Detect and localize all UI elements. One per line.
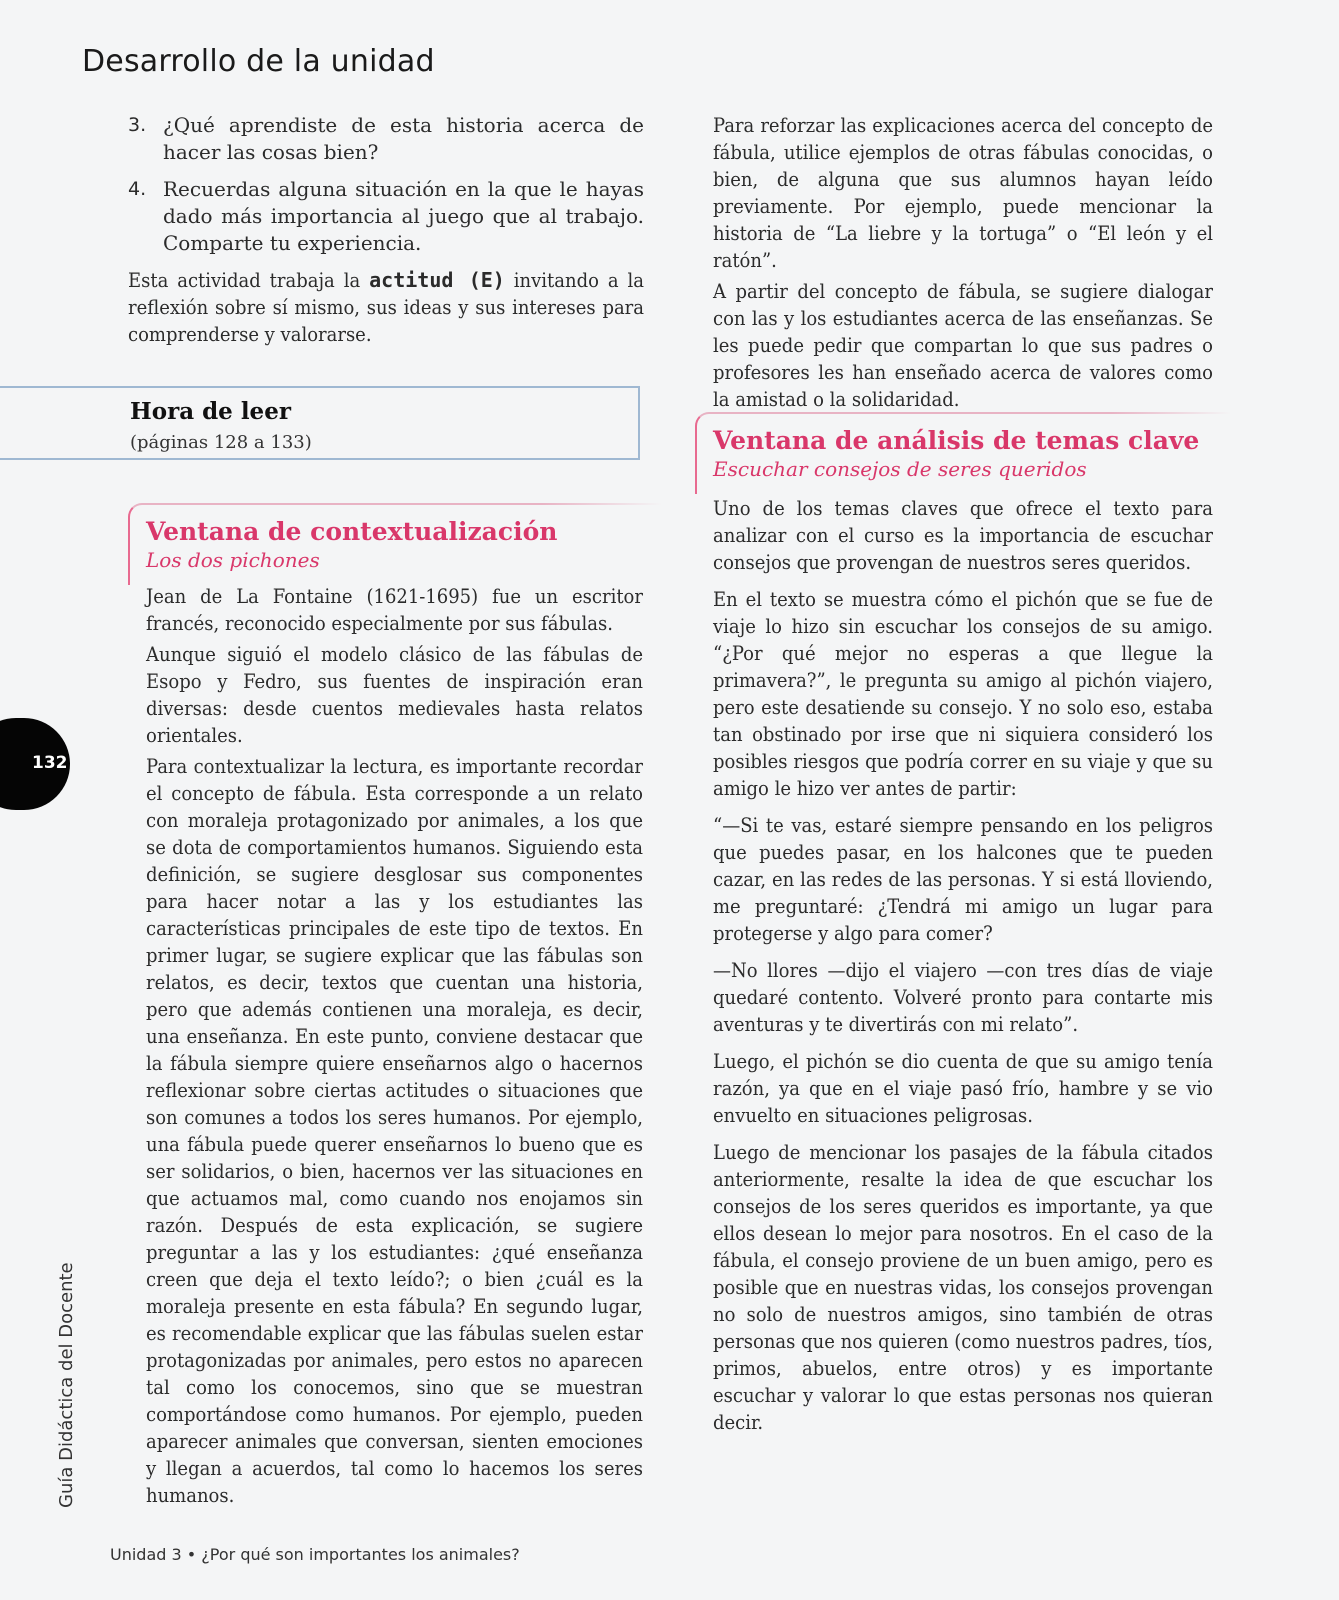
heading-border-fade — [1111, 412, 1231, 416]
side-label: Guía Didáctica del Docente — [56, 1262, 77, 1508]
contextualizacion-title: Ventana de contextualización — [146, 517, 558, 546]
analisis-quote: “—Si te vas, estaré siempre pensando en los peligros que puedes pasar, en los halcones que te pueden cazar, en las redes de las personas. Y si está lloviendo, me preguntaré: ¿Tendrá mi amigo un lugar para protegerse y algo para comer? — [713, 813, 1213, 945]
question-item — [128, 176, 644, 257]
question-text: Recuerdas alguna situación en la que le hayas dado más importancia al juego que al trabajo. Comparte tu experiencia. — [163, 177, 644, 255]
question-list — [128, 112, 644, 257]
hora-de-leer-title: Hora de leer — [130, 398, 291, 425]
contextualizacion-paragraph: Jean de La Fontaine (1621-1695) fue un escritor francés, reconocido especialmente por sus fábulas. — [146, 584, 643, 635]
contextualizacion-subtitle: Los dos pichones — [146, 548, 320, 572]
analisis-paragraph: En el texto se muestra cómo el pichón que se fue de viaje lo hizo sin escuchar los consejos de su amigo. “¿Por qué mejor no esperas a que llegue la primavera?”, le pregunta su amigo al pichón viajero, pero este desatiende su consejo. Y no solo eso, estaba tan obstinado por irse que ni siquiera consideró los posibles riesgos que podría correr en su viaje y que su amigo le hizo ver antes de partir: — [713, 587, 1213, 800]
contextualizacion-paragraph: Para contextualizar la lectura, es importante recordar el concepto de fábula. Esta corresponde a un relato con moraleja protagonizado por animales, a los que se dota de comportamientos humanos. Siguiendo esta definición, se sugiere desglosar sus componentes para hacer notar a las y los estudiantes las características principales de este tipo de textos. En primer lugar, se sugiere explicar que las fábulas son relatos, es decir, textos que cuentan una historia, pero que además contienen una moraleja, es decir, una enseñanza. En este punto, conviene destacar que la fábula siempre quiere enseñarnos algo o hacernos reflexionar sobre ciertas actitudes o situaciones que son comunes a todos los seres humanos. Por ejemplo, una fábula puede querer enseñarnos lo bueno que es ser solidarios, o bien, hacernos ver las situaciones en que actuamos mal, como cuando nos enojamos sin razón. Después de esta explicación, se sugiere preguntar a las y los estudiantes: ¿qué enseñanza creen que deja el texto leído?; o bien ¿cuál es la moraleja presente en esta fábula? En segundo lugar, es recomendable explicar que las fábulas suelen estar protagonizadas por animales, pero estos no aparecen tal como los conocemos, sino que se muestran comportándose como humanos. Por ejemplo, pueden aparecer animales que conversan, sienten emociones y llegan a acuerdos, tal como lo hacemos los seres humanos. — [146, 754, 643, 1507]
right-intro-paragraph: Para reforzar las explicaciones acerca del concepto de fábula, utilice ejemplos de otras fábulas conocidas, o bien, de alguna que sus alumnos hayan leído previamente. Por ejemplo, puede mencionar la historia de “La liebre y la tortuga” o “El león y el ratón”. — [713, 113, 1213, 272]
analisis-title: Ventana de análisis de temas clave — [713, 426, 1200, 455]
analisis-paragraph: Luego, el pichón se dio cuenta de que su amigo tenía razón, ya que en el viaje pasó frío, hambre y se vio envuelto en situaciones peligrosas. — [713, 1049, 1213, 1127]
activity-note-bold: actitud (E) — [369, 268, 505, 292]
left-column-top — [128, 112, 644, 358]
question-item — [128, 112, 644, 166]
analisis-quote: —No llores —dijo el viajero —con tres días de viaje quedaré contento. Volveré pronto para contarte mis aventuras y te divertirás con mi relato”. — [713, 958, 1213, 1036]
question-number: 3. — [128, 114, 147, 136]
question-text: ¿Qué aprendiste de esta historia acerca de hacer las cosas bien? — [163, 113, 644, 164]
hora-de-leer-pages: (páginas 128 a 133) — [130, 432, 312, 453]
analisis-body — [713, 495, 1213, 1446]
analisis-heading-box — [695, 412, 1231, 494]
contextualizacion-body — [146, 583, 643, 1519]
right-intro-paragraph: A partir del concepto de fábula, se sugiere dialogar con las y los estudiantes acerca de las enseñanzas. Se les puede pedir que compartan lo que sus padres o profesores les han enseñado acerca de valores como la amistad o la solidaridad. — [713, 279, 1213, 411]
question-number: 4. — [128, 178, 147, 200]
contextualizacion-heading-box — [128, 503, 662, 585]
contextualizacion-paragraph: Aunque siguió el modelo clásico de las fábulas de Esopo y Fedro, sus fuentes de inspiración eran diversas: desde cuentos medievales hasta relatos orientales. — [146, 642, 643, 747]
activity-note-prefix: Esta actividad trabaja la — [128, 268, 370, 292]
right-column-intro — [713, 112, 1213, 423]
analisis-subtitle: Escuchar consejos de seres queridos — [713, 457, 1087, 481]
page-number: 132 — [32, 753, 68, 773]
analisis-paragraph: Luego de mencionar los pasajes de la fábula citados anteriormente, resalte la idea de que escuchar los consejos de los seres queridos es importante, ya que ellos desean lo mejor para nosotros. En el caso de la fábula, el consejo proviene de un buen amigo, pero es posible que en nuestras vidas, los consejos provengan no solo de nuestros amigos, sino también de otras personas que nos quieren (como nuestros padres, tíos, primos, abuelos, entre otros) y es importante escuchar y valorar lo que estas personas nos quieran decir. — [713, 1140, 1213, 1434]
activity-note-suffix: invitando a la reflexión sobre sí mismo, sus ideas y sus intereses para comprenderse y valorarse. — [128, 268, 644, 346]
footer-text: Unidad 3 • ¿Por qué son importantes los animales? — [110, 1545, 520, 1564]
page-header-title: Desarrollo de la unidad — [82, 44, 435, 79]
heading-border-fade — [542, 503, 662, 507]
activity-note — [128, 267, 644, 348]
hora-de-leer-box — [0, 386, 640, 460]
analisis-paragraph: Uno de los temas claves que ofrece el texto para analizar con el curso es la importancia de escuchar consejos que provengan de nuestros seres queridos. — [713, 496, 1213, 574]
